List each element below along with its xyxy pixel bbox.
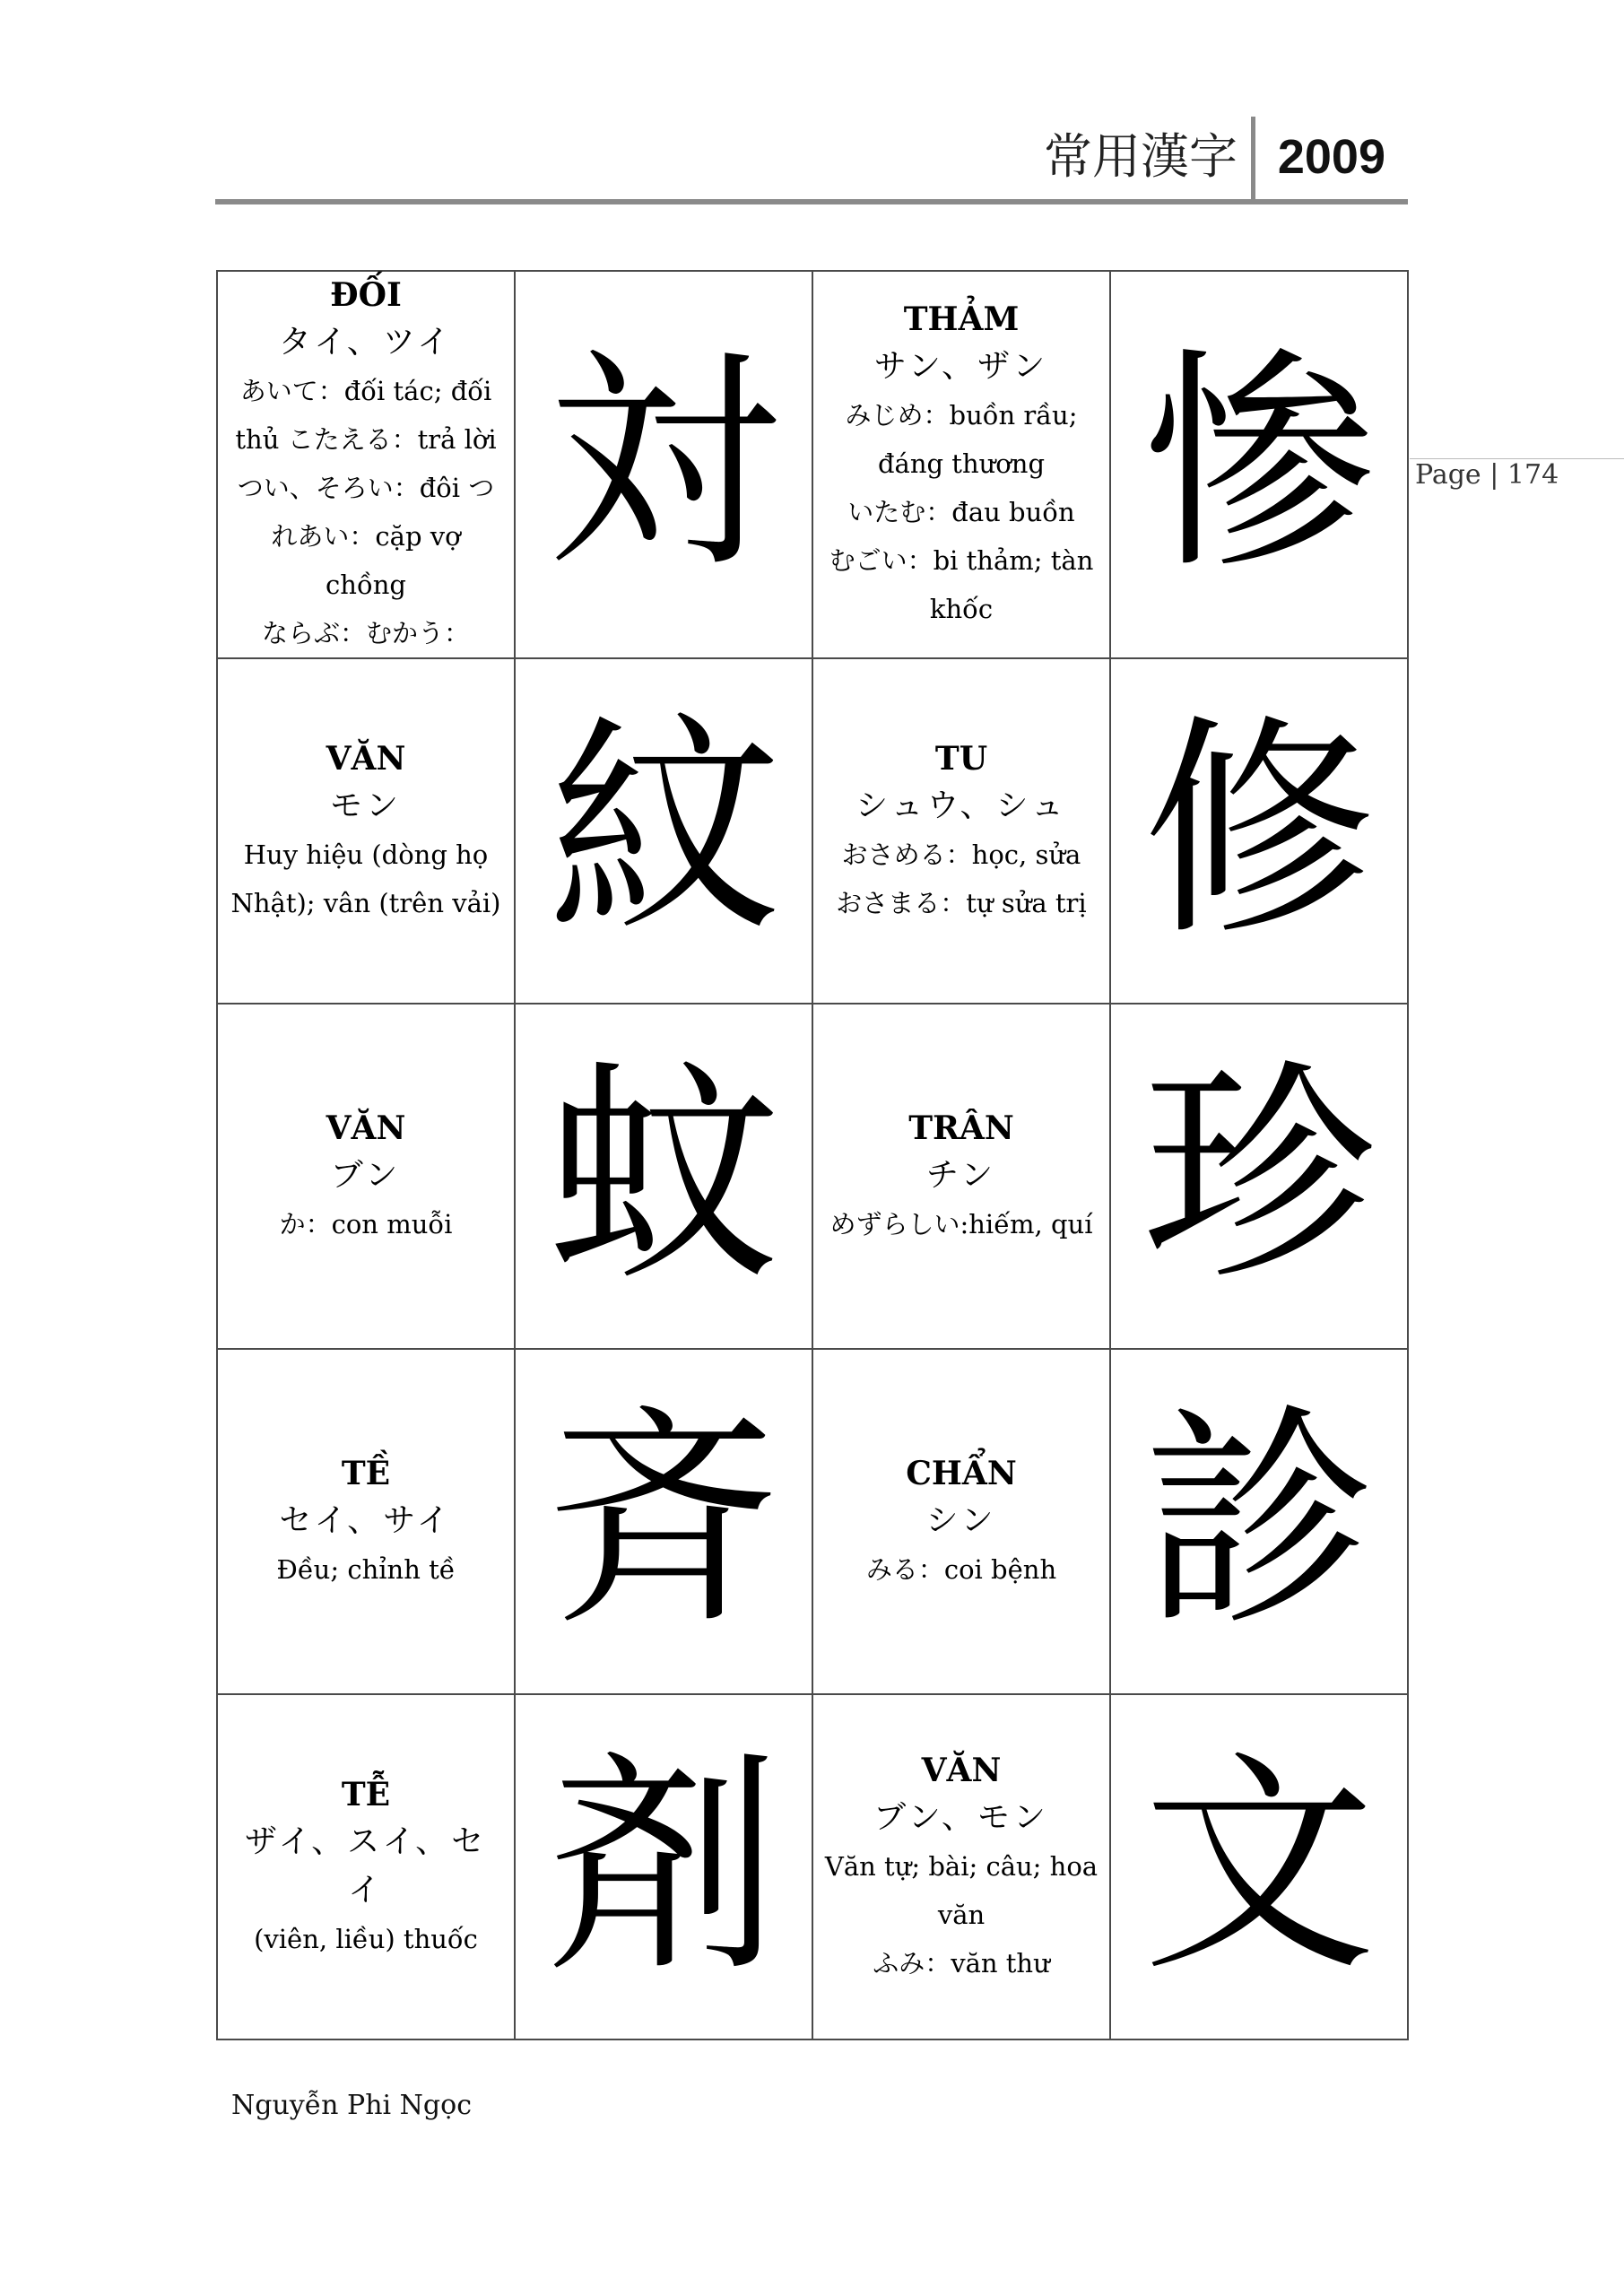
page-number-value: 174: [1507, 459, 1559, 491]
kanji-name: ĐỐI: [330, 276, 402, 314]
page-label: Page: [1415, 459, 1481, 491]
kanji-meaning: văn: [937, 1899, 986, 1930]
kanji-character: 惨: [1142, 329, 1376, 600]
kanji-reading: モン: [329, 787, 402, 824]
kanji-info-cell: [812, 271, 1110, 658]
kanji-meaning: Văn tự; bài; câu; hoa: [824, 1850, 1099, 1882]
kanji-char-cell: [515, 1349, 812, 1694]
grid-row: [217, 1004, 1408, 1349]
kanji-info-cell: [217, 1349, 515, 1694]
kanji-name: VĂN: [326, 1109, 406, 1147]
kanji-reading: サン、ザン: [873, 348, 1049, 385]
kanji-meaning: Đều; chỉnh tề: [276, 1553, 456, 1585]
kanji-meaning: あいて：đối tác; đối: [239, 376, 492, 406]
kanji-name: THẢM: [903, 300, 1020, 338]
kanji-meaning: Huy hiệu (dòng họ: [243, 839, 489, 870]
kanji-char-cell: [515, 1004, 812, 1349]
kanji-info-cell: [812, 1349, 1110, 1694]
kanji-char-cell: [515, 1694, 812, 2039]
kanji-info-cell: [217, 1004, 515, 1349]
kanji-reading: ブン: [330, 1156, 402, 1194]
kanji-char-cell: [1110, 658, 1408, 1004]
kanji-char-cell: [1110, 1004, 1408, 1349]
kanji-char-cell: [1110, 1349, 1408, 1694]
kanji-char-cell: [515, 271, 812, 658]
kanji-info-cell: [217, 658, 515, 1004]
kanji-info-cell: [812, 1004, 1110, 1349]
kanji-char-cell: [515, 658, 812, 1004]
kanji-char-cell: [1110, 271, 1408, 658]
kanji-character: 斉: [547, 1386, 780, 1657]
grid-row: [217, 271, 1408, 658]
kanji-reading: ブン、モン: [873, 1798, 1049, 1836]
kanji-char-cell: [1110, 1694, 1408, 2039]
kanji-meaning: khốc: [929, 594, 994, 624]
kanji-reading: チン: [925, 1156, 997, 1194]
kanji-character: 紋: [547, 695, 780, 967]
header-separator: [1251, 117, 1255, 199]
kanji-meaning: ふみ：văn thư: [873, 1947, 1050, 1979]
kanji-meaning: thủ こたえる：trả lời: [235, 424, 497, 455]
kanji-name: TRÂN: [908, 1109, 1014, 1147]
grid-row: [217, 658, 1408, 1004]
kanji-name: TU: [934, 739, 988, 778]
kanji-character: 蚊: [547, 1040, 780, 1312]
kanji-meaning: めずらしい:hiếm, quí: [829, 1208, 1093, 1239]
kanji-reading: ザイ、スイ、セ: [244, 1822, 488, 1860]
kanji-character: 対: [547, 329, 780, 600]
kanji-meaning: むごい：bi thảm; tàn: [829, 545, 1094, 576]
kanji-meaning: いたむ：đau buồn: [847, 497, 1075, 527]
kanji-character: 珍: [1142, 1040, 1376, 1312]
kanji-meaning: (viên, liều) thuốc: [254, 1923, 478, 1954]
kanji-name: VĂN: [326, 739, 406, 778]
kanji-reading: セイ、サイ: [279, 1501, 453, 1539]
kanji-character: 文: [1142, 1731, 1376, 2003]
kanji-meaning: おさまる：tự sửa trị: [836, 887, 1087, 918]
kanji-character: 診: [1142, 1386, 1376, 1657]
kanji-meaning: れあい：cặp vợ chồng: [271, 521, 461, 600]
header-rule: [215, 199, 1408, 204]
kanji-character: 剤: [547, 1731, 780, 2003]
grid-row: [217, 1349, 1408, 1694]
kanji-info-cell: [217, 271, 515, 658]
page-separator: |: [1489, 459, 1499, 491]
kanji-meaning: Nhật); vân (trên vải): [230, 887, 501, 918]
kanji-name: TỄ: [341, 1775, 391, 1813]
kanji-meaning: ならぶ：むかう：: [261, 618, 470, 648]
header-title: 常用漢字: [1044, 128, 1238, 185]
kanji-reading: タイ、ツイ: [278, 324, 454, 361]
page-header: [215, 117, 1408, 202]
kanji-character: 修: [1142, 695, 1376, 967]
kanji-meaning: đáng thương: [877, 448, 1046, 479]
kanji-grid: [216, 270, 1409, 2040]
kanji-reading: シュウ、シュ: [855, 787, 1067, 824]
kanji-meaning: つい、そろい：đôi つ: [237, 473, 495, 503]
page-number: [1415, 459, 1559, 491]
kanji-name: VĂN: [921, 1751, 1002, 1789]
kanji-reading-continued: イ: [347, 1871, 384, 1909]
kanji-name: TỀ: [341, 1454, 391, 1492]
kanji-meaning: みじめ：buồn rầu;: [845, 400, 1078, 430]
kanji-info-cell: [812, 658, 1110, 1004]
grid-row: [217, 1694, 1408, 2039]
kanji-meaning: みる：coi bệnh: [865, 1553, 1057, 1585]
kanji-info-cell: [217, 1694, 515, 2039]
kanji-reading: シン: [925, 1501, 997, 1539]
header-year: 2009: [1277, 130, 1385, 184]
footer-author: Nguyễn Phi Ngọc: [231, 2090, 472, 2121]
kanji-meaning: か：con muỗi: [279, 1208, 453, 1239]
kanji-name: CHẨN: [906, 1454, 1017, 1492]
kanji-meaning: おさめる：học, sửa: [841, 839, 1081, 870]
kanji-info-cell: [812, 1694, 1110, 2039]
